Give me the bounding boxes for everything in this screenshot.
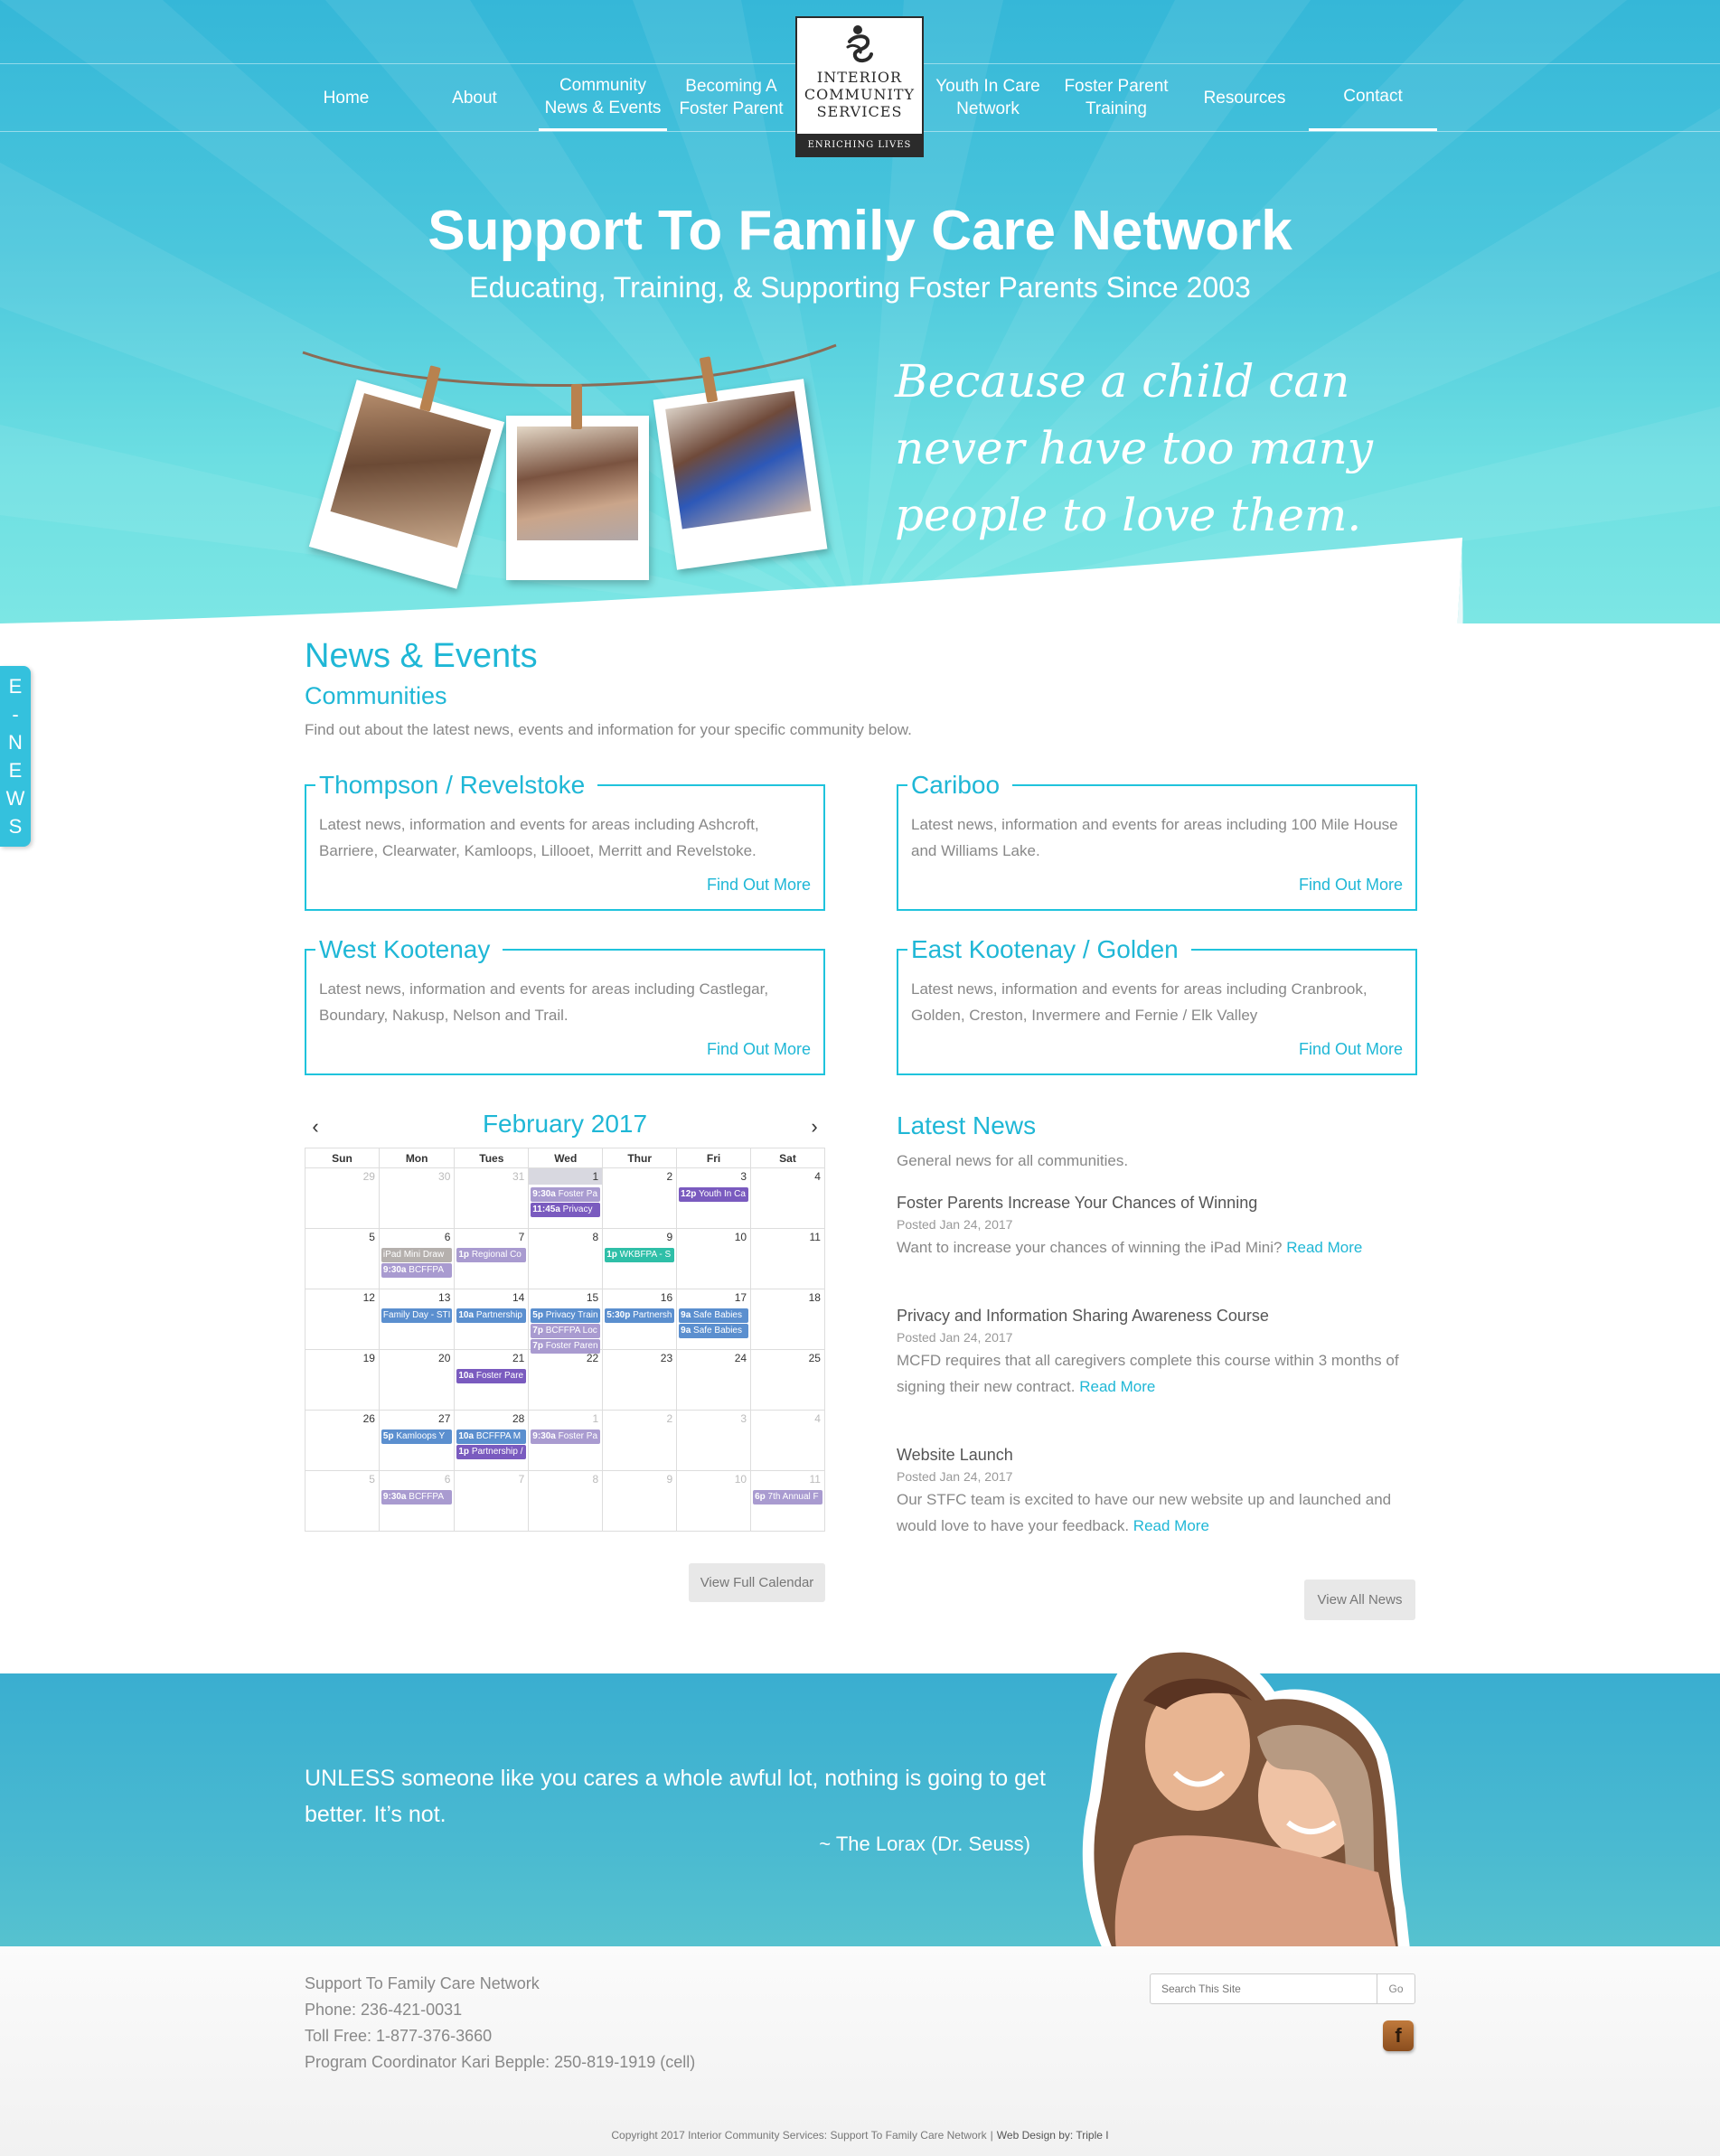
calendar-event[interactable] bbox=[456, 1369, 526, 1383]
calendar-day-number: 3 bbox=[740, 1412, 747, 1425]
calendar-event[interactable] bbox=[381, 1308, 452, 1323]
calendar-day-cell[interactable] bbox=[677, 1411, 751, 1471]
calendar-event-name: Kamloops Y bbox=[396, 1431, 446, 1441]
calendar-day-number: 3 bbox=[740, 1170, 747, 1183]
communities-subtitle: Communities bbox=[305, 682, 447, 709]
news-item bbox=[897, 1443, 1412, 1539]
view-full-calendar-button[interactable]: View Full Calendar bbox=[689, 1563, 825, 1602]
read-more-link[interactable]: Read More bbox=[1079, 1378, 1156, 1395]
site-footer bbox=[0, 1946, 1720, 2156]
calendar-day-number: 5 bbox=[369, 1231, 375, 1243]
read-more-link[interactable]: Read More bbox=[1133, 1517, 1209, 1534]
community-card-east-kootenay-golden bbox=[897, 935, 1417, 1075]
calendar-event-time: 9:30a bbox=[532, 1189, 556, 1199]
site-search bbox=[1150, 1973, 1415, 2004]
calendar-day-cell[interactable] bbox=[455, 1229, 529, 1289]
nav-contact[interactable]: Contact bbox=[1309, 64, 1437, 131]
nav-becoming-foster-parent[interactable]: Becoming A Foster Parent bbox=[679, 77, 784, 118]
calendar-event[interactable] bbox=[456, 1308, 526, 1323]
calendar-day-number: 7 bbox=[518, 1473, 525, 1486]
nav-youth-in-care-network[interactable]: Youth In Care Network bbox=[935, 77, 1040, 118]
community-card-cariboo bbox=[897, 771, 1417, 911]
calendar-event-time: 10a bbox=[458, 1431, 475, 1441]
find-out-more-link[interactable]: Find Out More bbox=[1298, 1040, 1403, 1058]
calendar-day-cell[interactable] bbox=[380, 1229, 455, 1289]
today-highlight bbox=[529, 1168, 602, 1185]
calendar-event-time: 5p bbox=[382, 1431, 394, 1441]
polaroid-photo-line bbox=[298, 334, 841, 605]
calendar-event-time: 9:30a bbox=[382, 1492, 407, 1502]
calendar-event-name: Regional Co bbox=[471, 1250, 522, 1260]
calendar-event-time: 7p bbox=[532, 1326, 543, 1336]
calendar-day-number: 11 bbox=[809, 1473, 821, 1486]
calendar-event-name: Youth In Ca bbox=[698, 1189, 746, 1199]
quote-author: ~ The Lorax (Dr. Seuss) bbox=[819, 1833, 1030, 1855]
calendar-day-cell[interactable] bbox=[603, 1471, 677, 1532]
calendar-event-name: BCFFPA bbox=[409, 1492, 444, 1502]
calendar-day-number: 8 bbox=[592, 1231, 599, 1243]
calendar-day-number: 9 bbox=[666, 1473, 673, 1486]
footer-org-name: Support To Family Care Network bbox=[305, 1974, 540, 1992]
enews-letter: S bbox=[8, 815, 23, 838]
community-title: Cariboo bbox=[907, 768, 1012, 802]
calendar-day-number: 7 bbox=[518, 1231, 525, 1243]
community-description: Latest news, information and events for areas including Castlegar, Boundary, Nakusp, Nelson and Trail. bbox=[319, 980, 769, 1024]
calendar-day-number: 2 bbox=[666, 1412, 673, 1425]
calendar-event-name: BCFFPA bbox=[409, 1265, 444, 1275]
calendar-day-number: 15 bbox=[586, 1291, 599, 1304]
enews-letter: N bbox=[8, 731, 23, 754]
nav-foster-parent-training[interactable]: Foster Parent Training bbox=[1064, 77, 1169, 118]
logo-figure-icon bbox=[842, 23, 879, 70]
calendar-event-name: Foster Pa bbox=[558, 1431, 598, 1441]
hero-quote: Because a child can never have too many people to love them. bbox=[895, 355, 1374, 541]
news-item-body bbox=[897, 1486, 1412, 1539]
community-description: Latest news, information and events for areas including Cranbrook, Golden, Creston, Invermere and Fernie / Elk Valley bbox=[911, 980, 1368, 1024]
calendar-day-cell[interactable] bbox=[305, 1168, 380, 1229]
calendar-day-cell[interactable] bbox=[455, 1350, 529, 1411]
community-card-thompson-revelstoke bbox=[305, 771, 825, 911]
calendar-event-name: Foster Pare bbox=[475, 1371, 524, 1381]
calendar-day-cell[interactable] bbox=[305, 1350, 380, 1411]
news-item-text: Our STFC team is excited to have our new website up and launched and would love to have your feedback. bbox=[897, 1491, 1392, 1534]
mother-and-son-photo bbox=[1080, 1637, 1410, 1949]
calendar-day-number: 6 bbox=[444, 1231, 451, 1243]
calendar-day-cell[interactable] bbox=[305, 1289, 380, 1350]
calendar-day-cell[interactable] bbox=[751, 1229, 825, 1289]
calendar-day-cell[interactable] bbox=[751, 1350, 825, 1411]
calendar-event[interactable] bbox=[531, 1203, 600, 1217]
calendar-day-number: 22 bbox=[586, 1352, 599, 1364]
calendar-event[interactable] bbox=[381, 1490, 452, 1505]
calendar-event-time: 9a bbox=[681, 1326, 691, 1336]
calendar-event[interactable] bbox=[679, 1308, 748, 1323]
calendar-day-number: 20 bbox=[438, 1352, 451, 1364]
events-calendar bbox=[305, 1110, 825, 1532]
calendar-day-number: 10 bbox=[734, 1473, 747, 1486]
calendar-day-cell[interactable] bbox=[603, 1168, 677, 1229]
calendar-day-number: 6 bbox=[444, 1473, 451, 1486]
calendar-event-name: BCFFPA M bbox=[475, 1431, 522, 1441]
calendar-event[interactable] bbox=[456, 1430, 526, 1444]
calendar-day-cell[interactable] bbox=[751, 1289, 825, 1350]
search-go-button[interactable]: Go bbox=[1377, 1974, 1415, 2003]
calendar-day-cell[interactable] bbox=[751, 1471, 825, 1532]
calendar-event-name: Safe Babies bbox=[693, 1310, 742, 1320]
calendar-day-cell[interactable] bbox=[380, 1471, 455, 1532]
footer-coordinator: Program Coordinator Kari Bepple: 250-819-1919 (cell) bbox=[305, 2053, 696, 2071]
calendar-day-number: 28 bbox=[512, 1412, 525, 1425]
copyright-text: Copyright 2017 Interior Community Services: Support To Family Care Network bbox=[611, 2129, 987, 2142]
calendar-event-time: 9a bbox=[681, 1310, 691, 1320]
calendar-day-number: 12 bbox=[362, 1291, 375, 1304]
calendar-event[interactable] bbox=[679, 1187, 748, 1202]
calendar-event-name: BCFFPA Loc bbox=[545, 1326, 597, 1336]
calendar-event-name: Foster Pa bbox=[558, 1189, 598, 1199]
communities-intro: Find out about the latest news, events and information for your specific community below. bbox=[305, 721, 912, 738]
community-card-west-kootenay bbox=[305, 935, 825, 1075]
calendar-day-number: 11 bbox=[809, 1231, 821, 1243]
community-description: Latest news, information and events for areas including Ashcroft, Barriere, Clearwater, Kamloops, Lillooet, Merritt and Revelstoke. bbox=[319, 816, 759, 859]
calendar-month-title: February 2017 bbox=[482, 1110, 648, 1138]
logo-wordmark: INTERIOR COMMUNITY SERVICES bbox=[804, 69, 916, 120]
news-item-date: Posted Jan 24, 2017 bbox=[897, 1330, 1013, 1345]
calendar-day-of-week: Tues bbox=[455, 1148, 529, 1168]
calendar-day-cell[interactable] bbox=[529, 1350, 603, 1411]
news-item bbox=[897, 1304, 1412, 1400]
calendar-day-cell[interactable] bbox=[455, 1289, 529, 1350]
polaroid-photo-family bbox=[506, 416, 649, 580]
calendar-event-name: WKBFPA - S bbox=[619, 1250, 672, 1260]
calendar-day-number: 31 bbox=[512, 1170, 525, 1183]
calendar-day-number: 4 bbox=[814, 1412, 821, 1425]
calendar-event[interactable] bbox=[531, 1187, 600, 1202]
calendar-day-cell[interactable] bbox=[603, 1229, 677, 1289]
nav-about[interactable]: About bbox=[452, 88, 497, 108]
calendar-event-time: 5:30p bbox=[606, 1310, 631, 1320]
calendar-day-of-week: Thur bbox=[603, 1148, 677, 1168]
footer-phone: Phone: 236-421-0031 bbox=[305, 2001, 463, 2019]
enews-letter: E bbox=[8, 759, 23, 782]
view-all-news-button[interactable]: View All News bbox=[1304, 1580, 1415, 1620]
hero-subtitle: Educating, Training, & Supporting Foster Parents Since 2003 bbox=[469, 271, 1251, 304]
calendar-day-number: 24 bbox=[734, 1352, 747, 1364]
calendar-day-cell[interactable] bbox=[380, 1289, 455, 1350]
news-item-text: Want to increase your chances of winning the iPad Mini? bbox=[897, 1239, 1283, 1256]
latest-news-subtitle: General news for all communities. bbox=[897, 1152, 1129, 1169]
news-item-text: MCFD requires that all caregivers complete this course within 3 months of signing their new contract. bbox=[897, 1352, 1399, 1395]
calendar-day-cell[interactable] bbox=[603, 1411, 677, 1471]
calendar-event[interactable] bbox=[679, 1324, 748, 1338]
calendar-day-number: 21 bbox=[512, 1352, 525, 1364]
news-item-title[interactable]: Website Launch bbox=[897, 1446, 1013, 1464]
calendar-event[interactable] bbox=[753, 1490, 822, 1505]
calendar-day-cell[interactable] bbox=[751, 1411, 825, 1471]
community-description: Latest news, information and events for areas including 100 Mile House and Williams Lake. bbox=[911, 816, 1398, 859]
calendar-event-name: Partnersh bbox=[633, 1310, 672, 1320]
calendar-event-time: 7p bbox=[532, 1341, 543, 1351]
calendar-day-number: 5 bbox=[369, 1473, 375, 1486]
calendar-event-time: 11:45a bbox=[532, 1205, 560, 1214]
enews-label bbox=[6, 672, 25, 840]
enews-signup-tab[interactable] bbox=[0, 666, 31, 847]
enews-letter: E bbox=[8, 675, 23, 698]
news-item-title[interactable]: Foster Parents Increase Your Chances of Winning bbox=[897, 1194, 1258, 1212]
calendar-event-name: Family Day - STI bbox=[382, 1310, 451, 1320]
calendar-event-name: 7th Annual F bbox=[767, 1492, 819, 1502]
calendar-day-cell[interactable] bbox=[529, 1471, 603, 1532]
calendar-day-cell[interactable] bbox=[677, 1289, 751, 1350]
calendar-event-name: Partnership / bbox=[471, 1447, 523, 1457]
nav-resources[interactable]: Resources bbox=[1203, 88, 1286, 108]
calendar-day-number: 30 bbox=[438, 1170, 451, 1183]
calendar-day-cell[interactable] bbox=[603, 1289, 677, 1350]
calendar-event[interactable] bbox=[381, 1263, 452, 1278]
calendar-day-of-week: Wed bbox=[529, 1148, 603, 1168]
calendar-day-cell[interactable] bbox=[751, 1168, 825, 1229]
community-title: East Kootenay / Golden bbox=[907, 933, 1191, 967]
news-item-date: Posted Jan 24, 2017 bbox=[897, 1217, 1013, 1232]
calendar-day-cell[interactable] bbox=[305, 1411, 380, 1471]
calendar-event-time: 1p bbox=[458, 1250, 470, 1260]
calendar-day-number: 13 bbox=[438, 1291, 451, 1304]
polaroid-photo-reading bbox=[653, 379, 828, 570]
calendar-event-name: Foster Paren bbox=[545, 1341, 598, 1351]
calendar-event[interactable] bbox=[456, 1445, 526, 1459]
calendar-event[interactable] bbox=[531, 1430, 600, 1444]
calendar-event-time: 10a bbox=[458, 1310, 475, 1320]
calendar-day-number: 27 bbox=[438, 1412, 451, 1425]
calendar-event[interactable] bbox=[531, 1308, 600, 1323]
news-item-title[interactable]: Privacy and Information Sharing Awareness Course bbox=[897, 1307, 1269, 1325]
calendar-day-number: 17 bbox=[734, 1291, 747, 1304]
calendar-event-name: Privacy Train bbox=[545, 1310, 598, 1320]
calendar-day-cell[interactable] bbox=[677, 1229, 751, 1289]
calendar-day-cell[interactable] bbox=[455, 1471, 529, 1532]
calendar-next-arrow-icon[interactable]: › bbox=[811, 1115, 818, 1138]
calendar-day-cell[interactable] bbox=[529, 1229, 603, 1289]
calendar-event-time: 9:30a bbox=[382, 1265, 407, 1275]
calendar-day-number: 4 bbox=[814, 1170, 821, 1183]
calendar-day-cell[interactable] bbox=[380, 1350, 455, 1411]
footer-toll-free: Toll Free: 1-877-376-3660 bbox=[305, 2027, 493, 2045]
news-item-body bbox=[897, 1234, 1412, 1261]
find-out-more-link[interactable]: Find Out More bbox=[706, 876, 811, 894]
calendar-day-number: 19 bbox=[362, 1352, 375, 1364]
calendar-grid bbox=[305, 1148, 825, 1532]
site-logo[interactable] bbox=[795, 16, 924, 157]
calendar-day-number: 26 bbox=[362, 1412, 375, 1425]
news-events-title: News & Events bbox=[305, 637, 538, 675]
calendar-event-time: 12p bbox=[681, 1189, 697, 1199]
copyright-line bbox=[0, 2129, 1720, 2142]
calendar-day-of-week: Mon bbox=[380, 1148, 455, 1168]
calendar-day-cell[interactable] bbox=[529, 1411, 603, 1471]
calendar-day-cell[interactable] bbox=[455, 1168, 529, 1229]
copyright-separator: | bbox=[990, 2129, 993, 2142]
calendar-day-cell[interactable] bbox=[529, 1289, 603, 1350]
calendar-day-number: 2 bbox=[666, 1170, 673, 1183]
logo-tagline: ENRICHING LIVES bbox=[797, 134, 922, 155]
calendar-event[interactable] bbox=[381, 1248, 452, 1262]
calendar-day-cell[interactable] bbox=[380, 1411, 455, 1471]
nav-home[interactable]: Home bbox=[323, 88, 370, 108]
community-title: Thompson / Revelstoke bbox=[315, 768, 597, 802]
calendar-day-cell[interactable] bbox=[603, 1350, 677, 1411]
calendar-day-number: 25 bbox=[808, 1352, 821, 1364]
calendar-event-time: 6p bbox=[755, 1492, 766, 1502]
calendar-event-time: 9:30a bbox=[532, 1431, 556, 1441]
hero-banner bbox=[0, 0, 1720, 623]
calendar-day-number: 14 bbox=[512, 1291, 525, 1304]
calendar-header bbox=[305, 1110, 825, 1148]
calendar-day-cell[interactable] bbox=[677, 1471, 751, 1532]
news-item bbox=[897, 1191, 1412, 1261]
calendar-event[interactable] bbox=[605, 1308, 674, 1323]
news-item-date: Posted Jan 24, 2017 bbox=[897, 1469, 1013, 1484]
calendar-event-name: Partnership bbox=[475, 1310, 522, 1320]
calendar-day-cell[interactable] bbox=[677, 1350, 751, 1411]
find-out-more-link[interactable]: Find Out More bbox=[1298, 876, 1403, 894]
clothespin bbox=[571, 384, 582, 429]
calendar-event-name: Privacy bbox=[562, 1205, 593, 1214]
calendar-day-cell[interactable] bbox=[305, 1229, 380, 1289]
calendar-event-time: 1p bbox=[458, 1447, 470, 1457]
calendar-day-number: 1 bbox=[592, 1412, 599, 1425]
calendar-day-cell[interactable] bbox=[305, 1471, 380, 1532]
calendar-day-cell[interactable] bbox=[455, 1411, 529, 1471]
search-input[interactable] bbox=[1151, 1974, 1377, 2003]
calendar-day-number: 1 bbox=[592, 1170, 599, 1183]
calendar-event-name: iPad Mini Draw bbox=[382, 1250, 445, 1260]
web-design-credit-link[interactable]: Web Design by: Triple I bbox=[996, 2129, 1109, 2142]
calendar-event-time: 1p bbox=[606, 1250, 617, 1260]
calendar-day-number: 10 bbox=[734, 1231, 747, 1243]
calendar-event[interactable] bbox=[531, 1324, 600, 1338]
calendar-event-time: 10a bbox=[458, 1371, 475, 1381]
lorax-quote: UNLESS someone like you cares a whole awful lot, nothing is going to get better. It’s not. bbox=[305, 1766, 1046, 1827]
calendar-day-number: 9 bbox=[666, 1231, 673, 1243]
calendar-event[interactable] bbox=[456, 1248, 526, 1262]
calendar-event-name: Safe Babies bbox=[693, 1326, 742, 1336]
enews-letter: - bbox=[12, 703, 19, 726]
calendar-day-number: 29 bbox=[362, 1170, 375, 1183]
calendar-day-of-week: Sun bbox=[305, 1148, 380, 1168]
calendar-event[interactable] bbox=[381, 1430, 452, 1444]
community-title: West Kootenay bbox=[315, 933, 503, 967]
nav-community-news-events[interactable]: Community News & Events bbox=[539, 64, 667, 131]
calendar-day-cell[interactable] bbox=[380, 1168, 455, 1229]
calendar-day-of-week: Sat bbox=[751, 1148, 825, 1168]
facebook-icon[interactable]: f bbox=[1383, 2020, 1414, 2051]
calendar-event[interactable] bbox=[605, 1248, 674, 1262]
hero-title: Support To Family Care Network bbox=[428, 200, 1292, 262]
enews-letter: W bbox=[5, 787, 25, 810]
calendar-day-number: 8 bbox=[592, 1473, 599, 1486]
calendar-prev-arrow-icon[interactable]: ‹ bbox=[312, 1115, 319, 1138]
find-out-more-link[interactable]: Find Out More bbox=[706, 1040, 811, 1058]
hero-bottom-curve bbox=[0, 506, 1720, 623]
news-item-body bbox=[897, 1347, 1412, 1400]
calendar-day-cell[interactable] bbox=[529, 1168, 603, 1229]
read-more-link[interactable]: Read More bbox=[1286, 1239, 1363, 1256]
calendar-day-number: 18 bbox=[808, 1291, 821, 1304]
calendar-day-cell[interactable] bbox=[677, 1168, 751, 1229]
calendar-day-number: 16 bbox=[660, 1291, 673, 1304]
calendar-day-number: 23 bbox=[660, 1352, 673, 1364]
calendar-day-of-week: Fri bbox=[677, 1148, 751, 1168]
latest-news-title: Latest News bbox=[897, 1111, 1037, 1139]
calendar-event-time: 5p bbox=[532, 1310, 543, 1320]
